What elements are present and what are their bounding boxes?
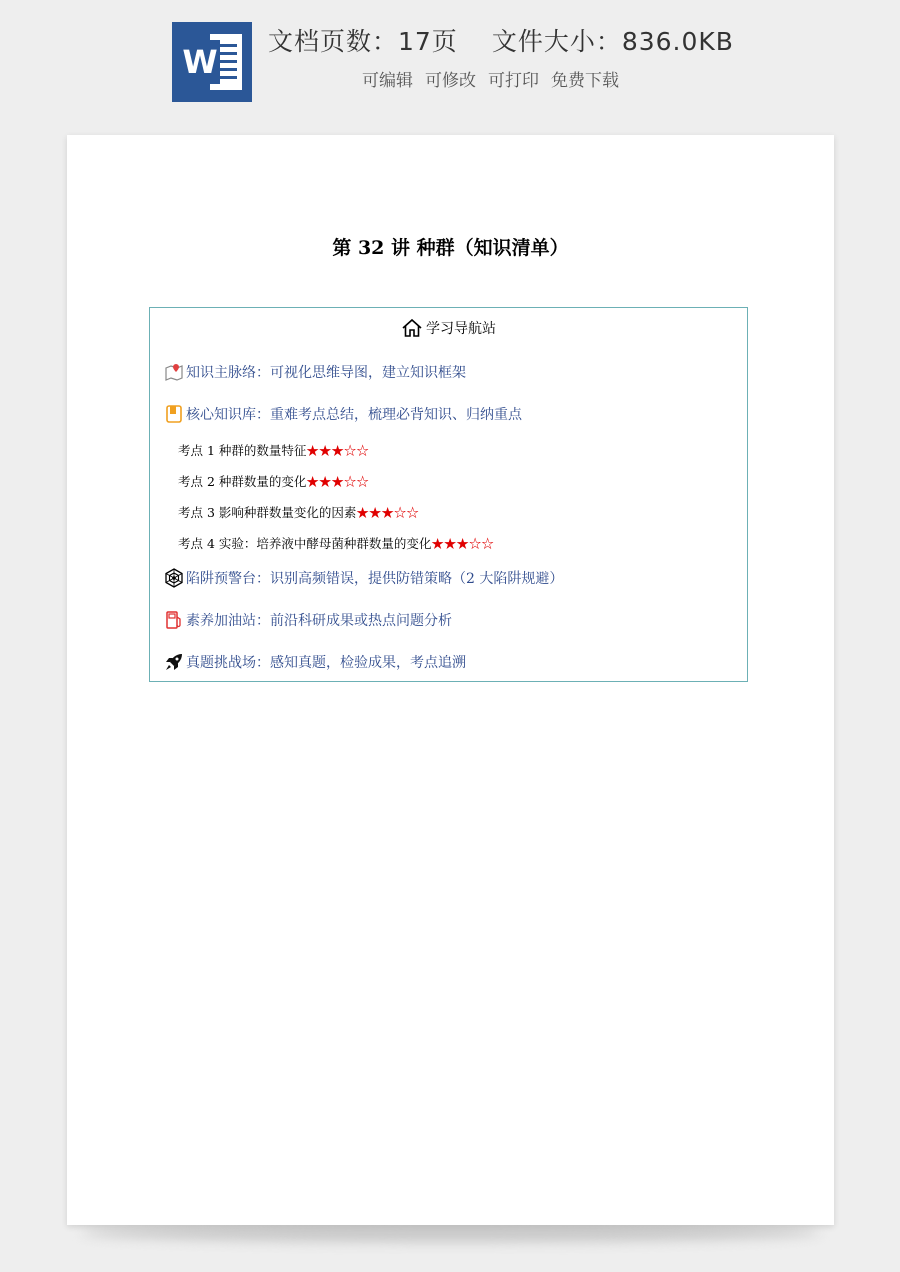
word-logo-letter: W	[180, 40, 220, 84]
nav-title	[150, 318, 747, 338]
stars-filled: ★★★	[306, 474, 344, 489]
document-title: 第 32 讲 种群（知识清单）	[332, 237, 569, 259]
stars-empty: ☆☆	[343, 443, 369, 458]
feature-printable: 可打印	[488, 71, 539, 91]
nav-row-label: 素养加油站：前沿科研成果或热点问题分析	[186, 613, 452, 629]
key-point-3: 考点 3 影响种群数量变化的因素★★★☆☆	[178, 505, 419, 520]
stars-empty: ☆☆	[393, 505, 419, 520]
stars-filled: ★★★	[431, 536, 469, 551]
feature-list	[362, 66, 662, 92]
home-icon	[401, 318, 423, 338]
page-count: 文档页数：17页	[268, 27, 458, 56]
word-logo-icon	[172, 22, 252, 102]
nav-row-core-knowledge	[164, 404, 522, 424]
feature-free-download: 免费下载	[551, 71, 619, 91]
book-icon	[164, 404, 184, 424]
stars-empty: ☆☆	[468, 536, 494, 551]
nav-row-literacy	[164, 610, 452, 630]
nav-row-label: 核心知识库：重难考点总结，梳理必背知识、归纳重点	[186, 407, 522, 423]
nav-row-label: 知识主脉络：可视化思维导图，建立知识框架	[186, 365, 466, 381]
nav-row-trap-warning	[164, 568, 563, 588]
download-banner	[0, 0, 900, 120]
feature-editable: 可编辑	[362, 71, 413, 91]
nav-row-label: 陷阱预警台：识别高频错误，提供防错策略（2 大陷阱规避）	[186, 571, 564, 587]
web-warning-icon	[164, 568, 184, 588]
rocket-icon	[164, 652, 184, 672]
nav-row-real-exam	[164, 652, 466, 672]
stars-empty: ☆☆	[343, 474, 369, 489]
key-point-4: 考点 4 实验：培养液中酵母菌种群数量的变化★★★☆☆	[178, 536, 494, 551]
feature-modifiable: 可修改	[425, 71, 476, 91]
key-point-1: 考点 1 种群的数量特征★★★☆☆	[178, 443, 369, 458]
learning-navigation-box	[149, 307, 748, 682]
key-point-2: 考点 2 种群数量的变化★★★☆☆	[178, 474, 369, 489]
map-pin-icon	[164, 362, 184, 382]
document-page[interactable]	[67, 135, 834, 1225]
page-shadow	[82, 1222, 820, 1242]
stars-filled: ★★★	[356, 505, 394, 520]
file-size: 文件大小：836.0KB	[491, 27, 734, 56]
file-meta	[268, 22, 748, 58]
fuel-pump-icon	[164, 610, 184, 630]
nav-row-mind-map	[164, 362, 466, 382]
nav-row-label: 真题挑战场：感知真题，检验成果，考点追溯	[186, 655, 466, 671]
stars-filled: ★★★	[306, 443, 344, 458]
nav-title-text: 学习导航站	[426, 321, 496, 337]
